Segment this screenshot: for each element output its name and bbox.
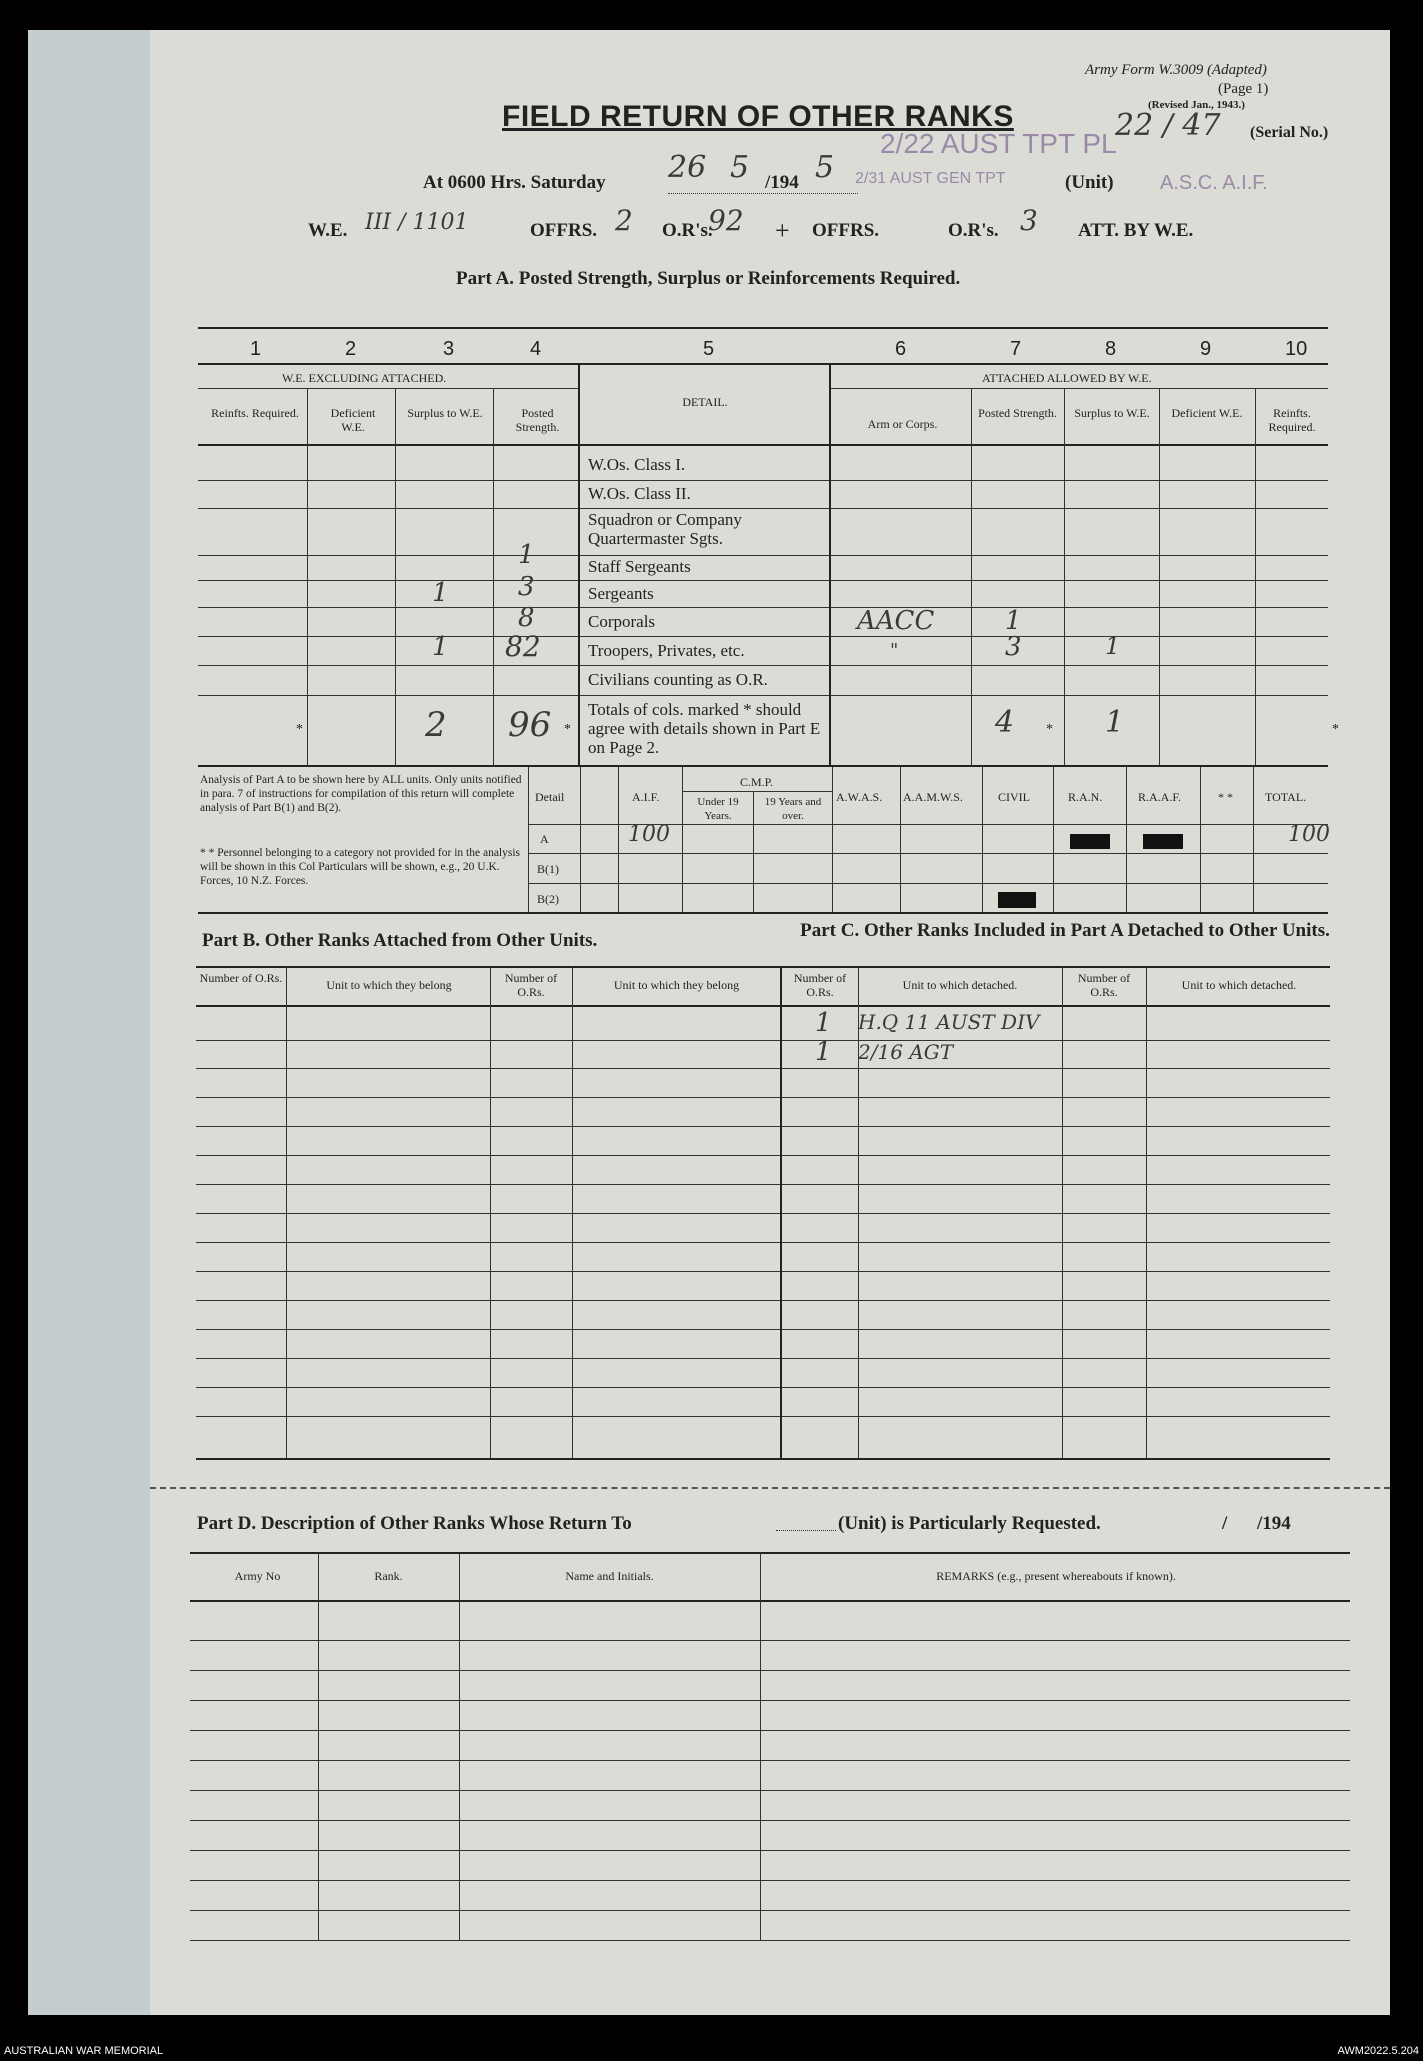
ana-total-a: 100 (1288, 822, 1330, 847)
val-pte-posted: 82 (505, 630, 541, 663)
hdr-deficient-we: Deficient W.E. (330, 406, 376, 434)
group-attached-allowed: ATTACHED ALLOWED BY W.E. (982, 371, 1152, 385)
perforation-line (150, 1487, 1390, 1489)
val-sgts-posted: 3 (518, 572, 535, 602)
val-staff-sgts-posted: 1 (518, 540, 535, 570)
totals-star-c1: * (296, 722, 303, 737)
ana-h-under19: Under 19 Years. (697, 796, 739, 822)
date-year: /194 (765, 172, 799, 193)
date-day: 26 (668, 150, 707, 185)
val-total-surplus: 2 (425, 705, 447, 745)
redaction-raaf (1143, 834, 1183, 849)
part-c-h-num-2: Number of O.Rs. (1077, 971, 1131, 999)
serial-label: (Serial No.) (1250, 124, 1329, 141)
ana-h-cmp: C.M.P. (740, 775, 774, 789)
row-detail-wo2: W.Os. Class II. (588, 484, 691, 503)
footer-left: AUSTRALIAN WAR MEMORIAL (4, 2045, 164, 2057)
hdr-att-reinfts: Reinfts. Required. (1268, 406, 1316, 434)
val-cpls-posted: 8 (518, 603, 535, 633)
totals-star-c7: * (1046, 722, 1053, 737)
hdr-surplus-we: Surplus to W.E. (407, 406, 483, 420)
part-b-h-unit-2: Unit to which they belong (613, 978, 740, 992)
ana-h-19over: 19 Years and over. (764, 796, 822, 822)
col-num-7: 7 (1010, 338, 1022, 360)
val-pte-arm: " (890, 640, 899, 661)
row-detail-privates: Troopers, Privates, etc. (588, 641, 745, 660)
row-detail-cqms: Squadron or Company Quartermaster Sgts. (588, 510, 742, 548)
date-year-digit: 5 (815, 150, 835, 185)
row-detail-corporals: Corporals (588, 612, 656, 631)
val-total-att-surplus: 1 (1105, 705, 1125, 740)
row-detail-civilians: Civilians counting as O.R. (588, 670, 768, 689)
part-b-h-num-2: Number of O.Rs. (504, 971, 558, 999)
serial-value: 22 / 47 (1115, 108, 1221, 143)
at-prefix: At 0600 Hrs. Saturday (423, 172, 606, 193)
ors-value: 92 (708, 204, 744, 237)
paper-underlay (28, 30, 168, 2015)
unit-label: (Unit) (1065, 172, 1114, 193)
ana-h-awas: A.W.A.S. (836, 790, 883, 804)
part-d-title-unit: (Unit) is Particularly Requested. (838, 1513, 1101, 1534)
form-id-line: Army Form W.3009 (Adapted) (1085, 62, 1267, 78)
part-c-h-num-1: Number of O.Rs. (793, 971, 847, 999)
ana-row-a: A (540, 832, 549, 846)
ana-h-aamws: A.A.M.W.S. (903, 790, 963, 804)
part-b-title: Part B. Other Ranks Attached from Other Units. (202, 930, 598, 951)
form-revised: (Revised Jan., 1943.) (1148, 99, 1245, 111)
att-label: ATT. BY W.E. (1078, 220, 1194, 241)
part-d-h-remarks: REMARKS (e.g., present whereabouts if known). (936, 1569, 1176, 1583)
hdr-posted-strength: Posted Strength. (515, 406, 560, 434)
row-detail-wo1: W.Os. Class I. (588, 455, 686, 474)
ors2-value: 3 (1020, 204, 1038, 237)
offrs2-label: OFFRS. (812, 220, 880, 241)
unit-stamp-line1: 2/22 AUST TPT PL (880, 128, 1117, 159)
we-value: III / 1101 (365, 210, 469, 235)
analysis-note-1: Analysis of Part A to be shown here by ALL units. Only units notified in para. 7 of instructions for compilation of this return will complete analysis of Part B(1) and B(2). (200, 774, 522, 814)
col-num-10: 10 (1285, 338, 1308, 360)
ana-h-other: * * (1218, 790, 1233, 804)
col-num-9: 9 (1200, 338, 1212, 360)
form-page: (Page 1) (1218, 81, 1269, 97)
val-sgts-surplus: 1 (432, 578, 449, 608)
ana-h-civil: CIVIL (998, 790, 1030, 804)
date-month: 5 (730, 150, 750, 185)
part-b-h-num-1: Number of O.Rs. (199, 971, 283, 985)
part-c-entry-1-num: 1 (815, 1008, 832, 1038)
ana-h-ran: R.A.N. (1068, 790, 1103, 804)
unit-stamp-line2: 2/31 AUST GEN TPT (855, 170, 1006, 187)
row-detail-sergeants: Sergeants (588, 584, 654, 603)
we-label: W.E. (308, 220, 348, 241)
col-num-6: 6 (895, 338, 907, 360)
ana-h-aif: A.I.F. (632, 790, 660, 804)
plus-sign: + (775, 216, 790, 245)
group-we-excluding: W.E. EXCLUDING ATTACHED. (282, 371, 447, 385)
col-num-8: 8 (1105, 338, 1117, 360)
hdr-detail: DETAIL. (682, 395, 728, 409)
col-num-5: 5 (703, 338, 715, 360)
part-c-entry-2-unit: 2/16 AGT (858, 1040, 954, 1064)
footer-right: AWM2022.5.204 (1337, 2045, 1419, 2057)
totals-star-c10: * (1332, 722, 1339, 737)
col-num-3: 3 (443, 338, 455, 360)
redaction-civil (998, 892, 1036, 908)
part-c-h-unit-2: Unit to which detached. (1181, 978, 1297, 992)
part-c-h-unit-1: Unit to which detached. (902, 978, 1018, 992)
val-pte-surplus: 1 (432, 632, 449, 662)
val-pte-att-posted: 3 (1005, 632, 1022, 662)
ors-label: O.R's. (662, 220, 713, 241)
part-c-entry-2-num: 1 (815, 1037, 832, 1067)
part-c-entry-1-unit: H.Q 11 AUST DIV (858, 1010, 1040, 1034)
ana-h-detail: Detail (535, 790, 565, 804)
redaction-ran (1070, 834, 1110, 849)
offrs-value: 2 (615, 204, 633, 237)
part-d-h-army-no: Army No (234, 1569, 281, 1583)
hdr-att-posted-strength: Posted Strength. (978, 406, 1057, 420)
part-d-h-name: Name and Initials. (565, 1569, 654, 1583)
hdr-att-surplus-we: Surplus to W.E. (1074, 406, 1150, 420)
part-c-title: Part C. Other Ranks Included in Part A Detached to Other Units. (800, 920, 1330, 941)
form-title: FIELD RETURN OF OTHER RANKS (502, 100, 1014, 133)
ors2-label: O.R's. (948, 220, 999, 241)
col-num-2: 2 (345, 338, 357, 360)
offrs-label: OFFRS. (530, 220, 598, 241)
ana-row-b1: B(1) (537, 862, 559, 876)
row-detail-totals: Totals of cols. marked * should agree with details shown in Part E on Page 2. (588, 700, 821, 757)
col-num-1: 1 (250, 338, 262, 360)
ana-h-total: TOTAL. (1265, 790, 1307, 804)
hdr-att-deficient-we: Deficient W.E. (1171, 406, 1243, 420)
row-detail-staff-sgts: Staff Sergeants (588, 557, 691, 576)
part-d-title-year: /194 (1257, 1513, 1291, 1534)
analysis-note-2: * * Personnel belonging to a category not provided for in the analysis will be shown in this Col Particulars will be shown, e.g., 20 U.K. Forces, 10 N.Z. Forces. (200, 847, 521, 887)
part-a-title: Part A. Posted Strength, Surplus or Reinforcements Required. (456, 268, 961, 289)
unit-stamp-line3: A.S.C. A.I.F. (1160, 172, 1268, 194)
val-cpls-arm: AACC (857, 606, 935, 636)
ana-h-raaf: R.A.A.F. (1138, 790, 1182, 804)
ana-row-b2: B(2) (537, 892, 559, 906)
val-cpls-att-posted: 1 (1005, 606, 1022, 636)
val-pte-att-surplus: 1 (1105, 632, 1121, 660)
totals-star-c4: * (564, 722, 571, 737)
val-total-att-posted: 4 (995, 705, 1015, 740)
part-d-h-rank: Rank. (374, 1569, 403, 1583)
ana-aif-a: 100 (628, 822, 670, 847)
hdr-arm-corps: Arm or Corps. (867, 417, 938, 431)
part-d-title: Part D. Description of Other Ranks Whose Return To (197, 1513, 632, 1534)
part-b-h-unit-1: Unit to which they belong (326, 978, 452, 992)
part-d-title-slash: / (1222, 1513, 1228, 1534)
hdr-reinfts-required: Reinfts. Required. (211, 406, 299, 420)
val-total-posted: 96 (508, 705, 552, 745)
col-num-4: 4 (530, 338, 542, 360)
